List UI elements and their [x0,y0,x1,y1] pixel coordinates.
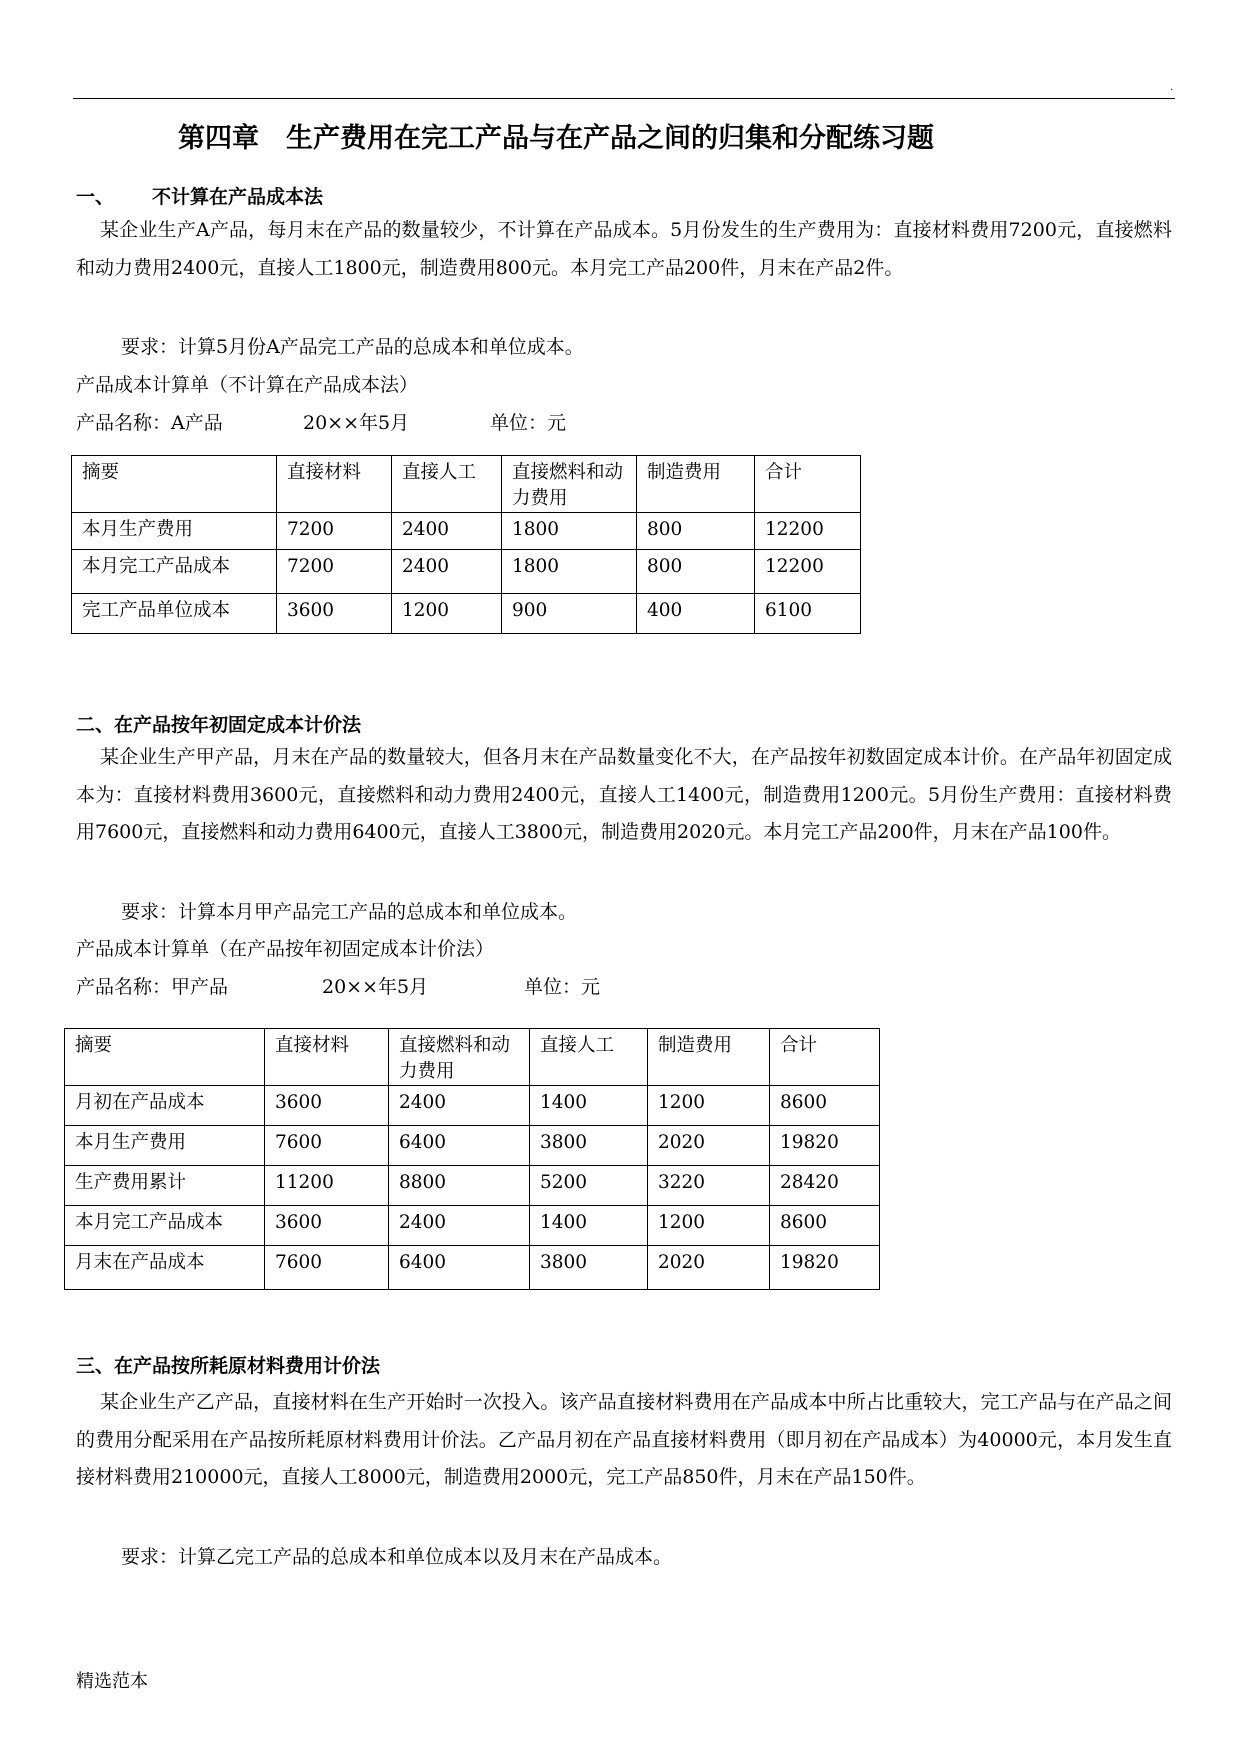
header-rule [73,98,1175,99]
row-label-cell: 完工产品单位成本 [72,594,277,634]
table-header-cell: 制造费用 [648,1029,770,1086]
table-cell: 11200 [265,1166,389,1206]
table-header-cell: 直接人工 [392,456,502,513]
table-cell: 900 [502,594,637,634]
table-cell: 3220 [648,1166,770,1206]
row-label-cell: 本月生产费用 [72,513,277,550]
table-cell: 8600 [770,1206,880,1246]
table-cell: 3600 [277,594,392,634]
section-2-date: 20××年5月 [322,976,429,998]
table-cell: 3800 [530,1126,648,1166]
table-row [72,550,861,594]
table-header-cell: 合计 [770,1029,880,1086]
table-cell: 5200 [530,1166,648,1206]
table-row [65,1206,880,1246]
table-cell: 7600 [265,1246,389,1290]
section-1-date: 20××年5月 [303,412,410,434]
table-cell: 1200 [648,1206,770,1246]
table-cell: 8800 [389,1166,530,1206]
section-1-heading: 不计算在产品成本法 [152,186,324,208]
table-cell: 800 [637,513,755,550]
row-label-cell: 月初在产品成本 [65,1086,265,1126]
table-header-cell: 直接材料 [277,456,392,513]
cost-table-1 [71,455,861,634]
row-label-cell: 本月完工产品成本 [65,1206,265,1246]
table-cell: 1400 [530,1086,648,1126]
table-cell: 3600 [265,1206,389,1246]
table-cell: 7600 [265,1126,389,1166]
table-cell: 19820 [770,1246,880,1290]
table-header-cell: 合计 [755,456,861,513]
section-2-paragraph: 某企业生产甲产品，月末在产品的数量较大，但各月末在产品数量变化不大，在产品按年初数固定成本计价。在产品年初固定成本为：直接材料费用3600元，直接燃料和动力费用2400元，直接人工1400元，制造费用1200元。5月份生产费用：直接材料费用7600元，直接燃料和动力费用6400元，直接人工3800元，制造费用2020元。本月完工产品200件，月末在产品100件。 [76,746,1172,843]
table-cell: 8600 [770,1086,880,1126]
section-1-number: 一、 [76,186,115,208]
table-row [65,1246,880,1290]
section-1-requirement: 要求：计算5月份A产品完工产品的总成本和单位成本。 [121,336,584,358]
table-row [72,513,861,550]
table-header-cell: 摘要 [72,456,277,513]
table-cell: 6400 [389,1246,530,1290]
table-cell: 400 [637,594,755,634]
section-2-table-title: 产品成本计算单（在产品按年初固定成本计价法） [76,938,495,960]
header-mark: . [1170,82,1174,93]
table-row [65,1126,880,1166]
table-header-cell: 摘要 [65,1029,265,1086]
row-label-cell: 生产费用累计 [65,1166,265,1206]
table-header-cell: 直接人工 [530,1029,648,1086]
table-header-cell: 直接燃料和动力费用 [502,456,637,513]
table-row [72,594,861,634]
table-cell: 1200 [648,1086,770,1126]
section-2-unit: 单位：元 [524,976,601,998]
table-header-cell: 直接材料 [265,1029,389,1086]
section-1-table-title: 产品成本计算单（不计算在产品成本法） [76,374,419,396]
row-label-cell: 本月生产费用 [65,1126,265,1166]
section-2-requirement: 要求：计算本月甲产品完工产品的总成本和单位成本。 [121,901,578,923]
table-cell: 1800 [502,550,637,594]
page-title: 第四章 生产费用在完工产品与在产品之间的归集和分配练习题 [178,123,934,154]
table-cell: 28420 [770,1166,880,1206]
table-row [65,1166,880,1206]
table-cell: 1400 [530,1206,648,1246]
page-footer: 精选范本 [76,1671,148,1692]
table-cell: 2400 [389,1086,530,1126]
table-cell: 3800 [530,1246,648,1290]
table-cell: 6100 [755,594,861,634]
section-1-paragraph: 某企业生产A产品，每月末在产品的数量较少，不计算在产品成本。5月份发生的生产费用为：直接材料费用7200元，直接燃料和动力费用2400元，直接人工1800元，制造费用800元。本月完工产品200件，月末在产品2件。 [76,219,1172,279]
table-header-cell: 制造费用 [637,456,755,513]
table-header-row [65,1029,880,1086]
cost-table-2 [64,1028,880,1290]
section-1-product-name: 产品名称：A产品 [76,412,223,434]
row-label-cell: 本月完工产品成本 [72,550,277,594]
table-cell: 6400 [389,1126,530,1166]
table-cell: 12200 [755,513,861,550]
section-3-paragraph: 某企业生产乙产品，直接材料在生产开始时一次投入。该产品直接材料费用在产品成本中所占比重较大，完工产品与在产品之间的费用分配采用在产品按所耗原材料费用计价法。乙产品月初在产品直接材料费用（即月初在产品成本）为40000元，本月发生直接材料费用210000元，直接人工8000元，制造费用2000元，完工产品850件，月末在产品150件。 [76,1391,1172,1488]
table-cell: 3600 [265,1086,389,1126]
table-cell: 7200 [277,550,392,594]
table-cell: 2400 [392,550,502,594]
section-2-product-name: 产品名称：甲产品 [76,976,229,998]
table-cell: 12200 [755,550,861,594]
table-cell: 1200 [392,594,502,634]
section-2-heading: 二、在产品按年初固定成本计价法 [76,714,362,736]
section-3-heading: 三、在产品按所耗原材料费用计价法 [76,1355,381,1377]
table-cell: 800 [637,550,755,594]
table-header-cell: 直接燃料和动力费用 [389,1029,530,1086]
table-header-row [72,456,861,513]
table-cell: 2020 [648,1126,770,1166]
table-row [65,1086,880,1126]
table-cell: 1800 [502,513,637,550]
section-3-requirement: 要求：计算乙完工产品的总成本和单位成本以及月末在产品成本。 [121,1546,673,1568]
table-cell: 2400 [389,1206,530,1246]
row-label-cell: 月末在产品成本 [65,1246,265,1290]
table-cell: 2020 [648,1246,770,1290]
section-1-unit: 单位：元 [490,412,567,434]
table-cell: 19820 [770,1126,880,1166]
table-cell: 2400 [392,513,502,550]
table-cell: 7200 [277,513,392,550]
